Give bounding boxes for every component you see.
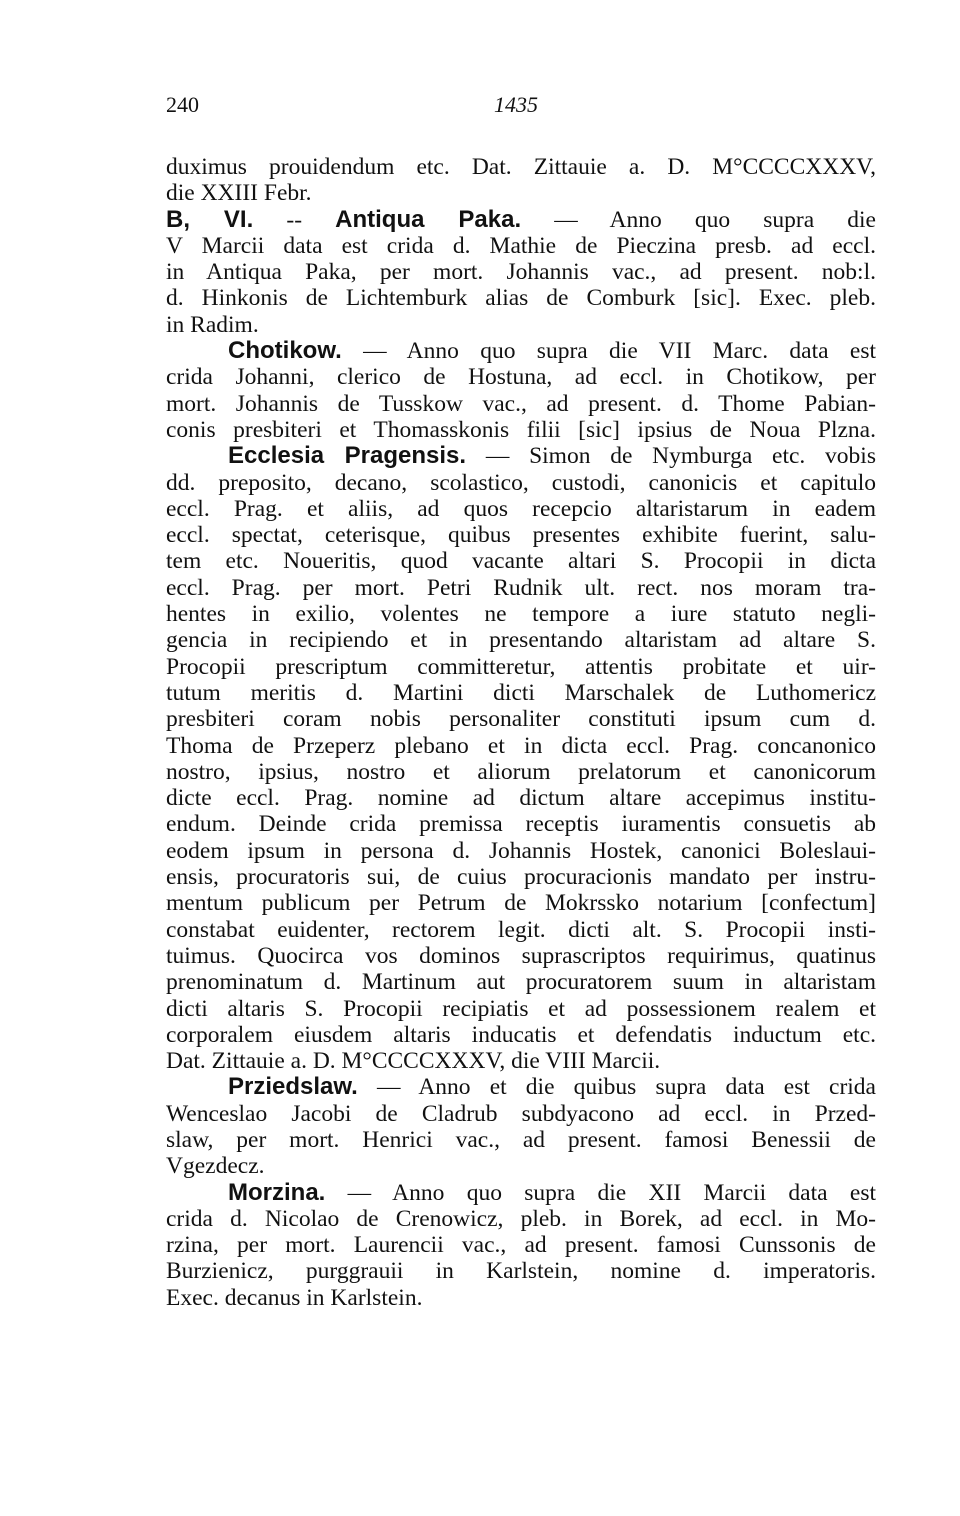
text-line (166, 1206, 876, 1232)
line-text: constabat euidenter, rectorem legit. dicti alt. S. Procopii insti- (166, 916, 876, 943)
line-text: dd. preposito, decano, scolastico, custodi, canonicis et capitulo (166, 469, 876, 496)
text-line (166, 233, 876, 259)
text-line (166, 1048, 876, 1074)
text-line (166, 207, 876, 233)
entry-heading: B, VI. (166, 205, 254, 233)
line-text: tuimus. Quocirca vos dominos suprascriptos requirimus, quatinus (166, 942, 876, 969)
text-line (166, 1258, 876, 1284)
line-text: conis presbiteri et Thomasskonis filii [sic] ipsius de Noua Plzna. (166, 416, 876, 443)
line-text: — Simon de Nymburga etc. vobis (466, 443, 876, 470)
text-line (166, 470, 876, 496)
text-line (166, 548, 876, 574)
text-line (166, 154, 876, 180)
text-line (166, 575, 876, 601)
line-text: V Marcii data est crida d. Mathie de Pieczina presb. ad eccl. (166, 232, 876, 259)
line-text: tutum meritis d. Martini dicti Marschalek de Luthomericz (166, 679, 876, 706)
text-line (166, 1074, 876, 1100)
text-line (166, 890, 876, 916)
text-line (166, 969, 876, 995)
text-line (166, 1153, 876, 1179)
line-text: gencia in recipiendo et in presentando altaristam ad altare S. (166, 627, 876, 654)
line-text: dicte eccl. Prag. nomine ad dictum altare accepimus institu- (166, 785, 876, 812)
entry-heading: Morzina. (228, 1178, 326, 1206)
line-text: crida Johanni, clerico de Hostuna, ad eccl. in Chotikow, per (166, 364, 876, 391)
text-line (166, 811, 876, 837)
text-line (166, 1127, 876, 1153)
line-text: ensis, procuratoris sui, de cuius procuracionis mandato per instru- (166, 864, 876, 891)
entry-heading: Prziedslaw. (228, 1073, 358, 1101)
text-line (166, 417, 876, 443)
line-text: prenominatum d. Martinum aut procuratorem suum in altaristam (166, 969, 876, 996)
text-line (166, 364, 876, 390)
line-text: dicti altaris S. Procopii recipiatis et ad possessionem realem et (166, 995, 876, 1022)
line-text: eccl. Prag. et aliis, ad quos recepcio altaristarum in eadem (166, 495, 876, 522)
text-line (166, 1285, 876, 1311)
line-text: — Anno quo supra die (521, 206, 876, 233)
line-text: eccl. spectat, ceterisque, quibus presentes exhibite fuerint, salu- (166, 522, 876, 549)
line-text: Vgezdecz. (166, 1153, 265, 1180)
entry-heading: Ecclesia Pragensis. (228, 442, 467, 470)
line-text: Procopii prescriptum committeretur, attentis probitate et uir- (166, 653, 876, 680)
text-line (166, 180, 876, 206)
line-text: crida d. Nicolao de Crenowicz, pleb. in Borek, ad eccl. in Mo- (166, 1205, 876, 1232)
text-line (166, 733, 876, 759)
line-text: eodem ipsum in persona d. Johannis Hostek, canonici Boleslaui- (166, 837, 876, 864)
line-text: endum. Deinde crida premissa receptis iuramentis consuetis ab (166, 811, 876, 838)
text-line (166, 338, 876, 364)
line-text: — Anno quo supra die VII Marc. data est (341, 338, 876, 365)
line-text: tem etc. Noueritis, quod vacante altari S. Procopii in dicta (166, 548, 876, 575)
text-line (166, 1232, 876, 1258)
entry-heading: Antiqua Paka. (335, 205, 522, 233)
line-text: slaw, per mort. Henrici vac., ad present. famosi Benessii de (166, 1126, 876, 1153)
text-line (166, 785, 876, 811)
line-text: Wenceslao Jacobi de Cladrub subdyacono ad eccl. in Przed- (166, 1100, 876, 1127)
text-line (166, 1101, 876, 1127)
line-text: in Antiqua Paka, per mort. Johannis vac., ad present. nob:l. (166, 259, 876, 286)
text-line (166, 996, 876, 1022)
text-line (166, 759, 876, 785)
line-text: — Anno et die quibus supra data est crida (357, 1074, 876, 1101)
text-line (166, 601, 876, 627)
text-line (166, 1180, 876, 1206)
page-number: 240 (166, 92, 199, 117)
text-line (166, 285, 876, 311)
document-body (166, 154, 876, 1311)
line-text: Thoma de Przeperz plebano et in dicta eccl. Prag. concanonico (166, 732, 876, 759)
line-text: in Radim. (166, 311, 259, 338)
line-text: mentum publicum per Petrum de Mokrssko notarium [confectum] (166, 890, 876, 917)
text-line (166, 522, 876, 548)
running-year: 1435 (494, 92, 538, 117)
line-text: d. Hinkonis de Lichtemburk alias de Comburk [sic]. Exec. pleb. (166, 285, 876, 312)
line-text: Burzienicz, purggrauii in Karlstein, nomine d. imperatoris. (166, 1258, 876, 1285)
entry-heading: Chotikow. (228, 337, 342, 365)
line-text: corporalem eiusdem altaris inducatis et defendatis inductum etc. (166, 1021, 876, 1048)
text-line (166, 917, 876, 943)
text-line (166, 680, 876, 706)
line-text: — Anno quo supra die XII Marcii data est (325, 1179, 876, 1206)
line-text: mort. Johannis de Tusskow vac., ad present. d. Thome Pabian- (166, 390, 876, 417)
text-line (166, 443, 876, 469)
line-text: nostro, ipsius, nostro et aliorum prelatorum et canonicorum (166, 758, 876, 785)
line-text: eccl. Prag. per mort. Petri Rudnik ult. rect. nos moram tra- (166, 574, 876, 601)
text-line (166, 943, 876, 969)
line-text: duximus prouidendum etc. Dat. Zittauie a. D. M°CCCCXXXV, (166, 154, 876, 180)
text-line (166, 259, 876, 285)
page-header (166, 92, 876, 122)
line-text: -- (253, 206, 336, 233)
line-text: presbiteri coram nobis personaliter constituti ipsum cum d. (166, 706, 876, 733)
text-line (166, 706, 876, 732)
text-line (166, 838, 876, 864)
text-line (166, 1022, 876, 1048)
line-text: die XXIII Febr. (166, 180, 312, 207)
line-text: Dat. Zittauie a. D. M°CCCCXXXV, die VIII Marcii. (166, 1048, 661, 1075)
text-line (166, 654, 876, 680)
text-line (166, 864, 876, 890)
text-line (166, 496, 876, 522)
line-text: rzina, per mort. Laurencii vac., ad present. famosi Cunssonis de (166, 1232, 876, 1259)
text-line (166, 391, 876, 417)
line-text: Exec. decanus in Karlstein. (166, 1284, 423, 1311)
text-line (166, 627, 876, 653)
line-text: hentes in exilio, volentes ne tempore a iure statuto negli- (166, 601, 876, 628)
text-line (166, 312, 876, 338)
